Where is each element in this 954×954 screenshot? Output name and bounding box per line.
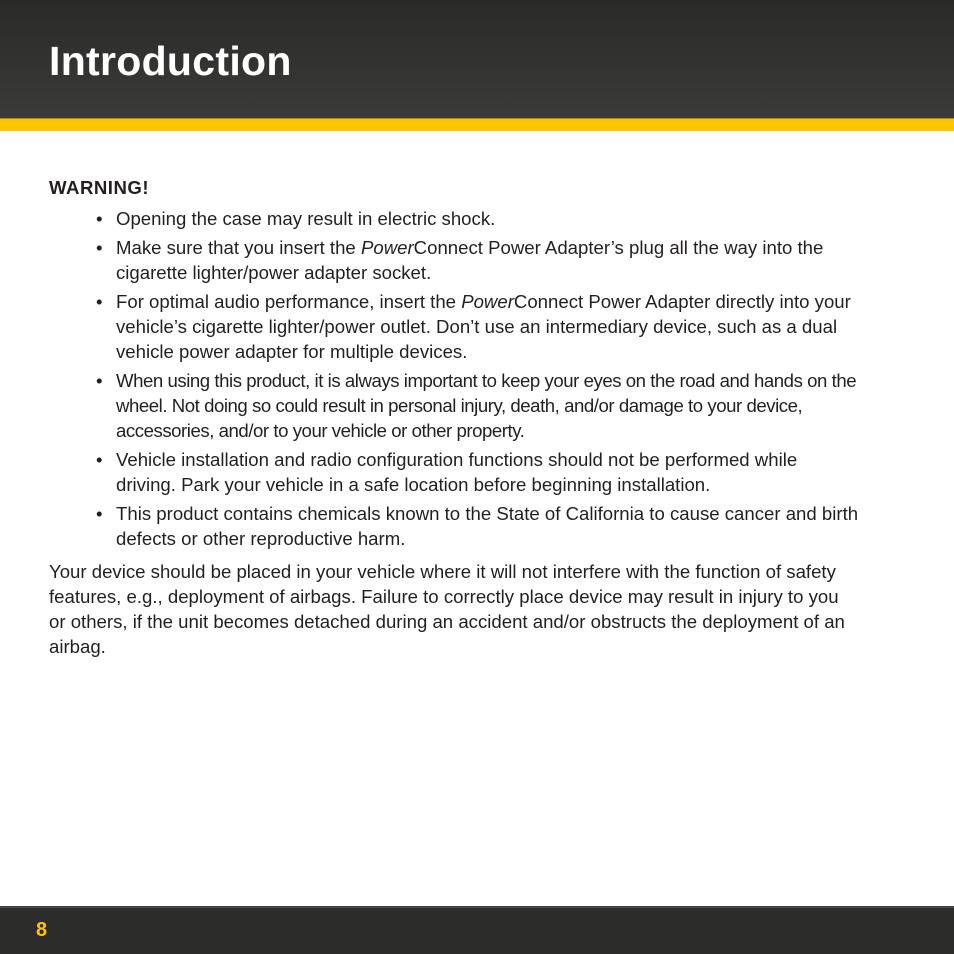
footer-bar bbox=[0, 906, 954, 954]
bullet-icon: • bbox=[96, 449, 103, 470]
warning-item bbox=[96, 235, 861, 285]
warning-text: Make sure that you insert the bbox=[116, 237, 361, 258]
warning-item bbox=[96, 289, 861, 364]
content bbox=[49, 175, 869, 659]
header-bar bbox=[0, 0, 954, 118]
bullet-icon: • bbox=[96, 503, 103, 524]
warning-text: When using this product, it is always important to keep your eyes on the road and hands on the wheel. Not doing so could result in personal injury, death, and/or damage to your device, accessories, and/or to your vehicle or other property. bbox=[116, 370, 857, 441]
bullet-icon: • bbox=[96, 237, 103, 258]
warning-text: Opening the case may result in electric shock. bbox=[116, 208, 496, 229]
warning-text: This product contains chemicals known to the State of California to cause cancer and birth defects or other reproductive harm. bbox=[116, 503, 859, 549]
warning-list bbox=[49, 206, 869, 551]
page-number: 8 bbox=[36, 919, 48, 941]
warning-heading: WARNING! bbox=[49, 177, 150, 198]
brand-italic: Power bbox=[360, 237, 414, 258]
bullet-icon: • bbox=[96, 208, 103, 229]
warning-item bbox=[96, 206, 861, 231]
bullet-icon: • bbox=[96, 291, 103, 312]
warning-text: Connect Power Adapter directly into your vehicle’s cigarette lighter/power outlet. Don’t use an intermediary device, such as a dual vehicle power adapter for multiple devices. bbox=[116, 291, 851, 362]
page-title: Introduction bbox=[49, 38, 292, 84]
placement-paragraph: Your device should be placed in your vehicle where it will not interfere with the function of safety features, e.g., deployment of airbags. Failure to correctly place device may result in injury to you or others, if the unit becomes detached during an accident and/or obstructs the deployment of an airbag. bbox=[49, 561, 845, 657]
warning-item bbox=[96, 447, 861, 497]
warning-text: Connect Power Adapter’s plug all the way into the cigarette lighter/power adapter socket. bbox=[116, 237, 824, 283]
warning-item bbox=[96, 501, 861, 551]
warning-text: For optimal audio performance, insert the bbox=[116, 291, 462, 312]
accent-stripe bbox=[0, 118, 954, 131]
warning-text: Vehicle installation and radio configuration functions should not be performed while driving. Park your vehicle in a safe location before beginning installation. bbox=[116, 449, 798, 495]
bullet-icon: • bbox=[96, 370, 103, 391]
brand-italic: Power bbox=[461, 291, 514, 312]
warning-item bbox=[96, 368, 861, 443]
